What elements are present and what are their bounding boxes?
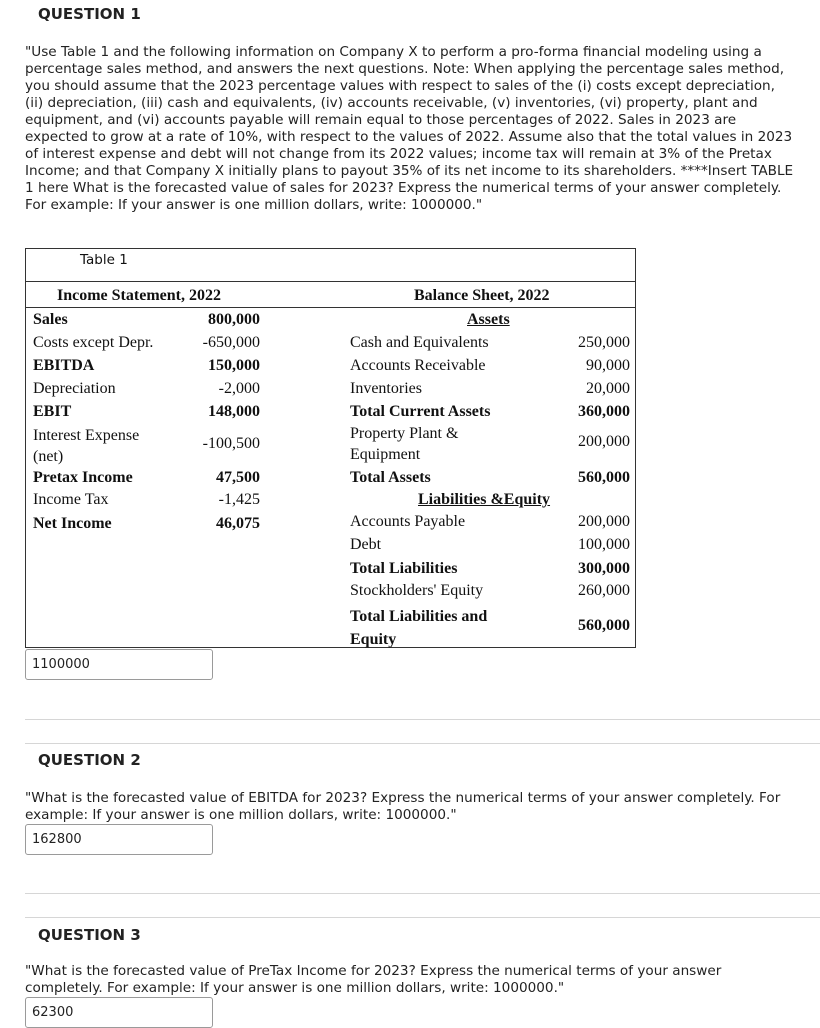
liability-value: 300,000	[578, 560, 630, 577]
question-3-answer-input[interactable]	[25, 997, 213, 1028]
liability-value: 560,000	[578, 617, 630, 634]
asset-label: Accounts Receivable	[350, 357, 486, 374]
divider	[25, 743, 820, 744]
liability-label: Total Liabilities and Equity	[350, 608, 488, 648]
question-1-answer-input[interactable]	[25, 649, 213, 680]
income-label: EBIT	[33, 403, 72, 420]
asset-value: 360,000	[578, 403, 630, 420]
divider	[25, 893, 820, 894]
question-1-text: "Use Table 1 and the following information on Company X to perform a pro-forma financial modeling using a percentage sales method, and answers the next questions. Note: When applying the percentage sales method, you should assume that the 2023 percentage values with respect to sales of the (i) costs except depreciation, (ii) depreciation, (iii) cash and equivalents, (iv) accounts receivable, (v) inventories, (vi) property, plant and equipment, and (vi) accounts payable will remain equal to those percentages of 2022. Sales in 2023 are expected to grow at a rate of 10%, with respect to the values of 2022. Assume also that the total values in 2023 of interest expense and debt will not change from its 2022 values; income tax will remain at 3% of the Pretax Income; and that Company X initially plans to payout 35% of its net income to its shareholders. ****Insert TABLE 1 here What is the forecasted value of sales for 2023? Express the numerical terms of your answer completely. For example: If your answer is one million dollars, write: 1000000."	[25, 44, 794, 213]
asset-value: 90,000	[586, 357, 630, 374]
liability-value: 260,000	[578, 582, 630, 599]
asset-value: 250,000	[578, 334, 630, 351]
liability-label: Total Liabilities	[350, 560, 458, 577]
liabilities-equity-header: Liabilities &Equity	[418, 491, 551, 508]
asset-value: 20,000	[586, 380, 630, 397]
question-2-answer-input[interactable]	[25, 824, 213, 855]
liability-label: Stockholders' Equity	[350, 582, 484, 599]
asset-value: 560,000	[578, 469, 630, 486]
assets-header: Assets	[467, 311, 510, 328]
liability-label: Accounts Payable	[350, 513, 466, 530]
income-label: Interest Expense (net)	[33, 427, 140, 465]
income-label: EBITDA	[33, 357, 95, 374]
question-2-text: "What is the forecasted value of EBITDA for 2023? Express the numerical terms of your answer completely. For example: If your answer is one million dollars, write: 1000000."	[25, 790, 781, 823]
balance-sheet-header: Balance Sheet, 2022	[414, 287, 550, 304]
income-label: Costs except Depr.	[33, 334, 154, 351]
divider	[25, 917, 820, 918]
income-value: 46,075	[216, 515, 260, 532]
asset-label: Cash and Equivalents	[350, 334, 489, 351]
table-caption: Table 1	[80, 252, 128, 268]
asset-value: 200,000	[578, 433, 630, 450]
income-label: Sales	[33, 311, 68, 328]
income-value: -100,500	[202, 435, 260, 452]
liability-label: Debt	[350, 536, 382, 553]
income-value: 800,000	[208, 311, 260, 328]
income-label: Income Tax	[33, 491, 109, 508]
income-statement-header: Income Statement, 2022	[57, 287, 221, 304]
income-value: 150,000	[208, 357, 260, 374]
liability-value: 200,000	[578, 513, 630, 530]
asset-label: Total Assets	[350, 469, 431, 486]
income-value: 148,000	[208, 403, 260, 420]
question-1-title: QUESTION 1	[38, 5, 141, 23]
income-label: Net Income	[33, 515, 112, 532]
asset-label: Total Current Assets	[350, 403, 491, 420]
liability-value: 100,000	[578, 536, 630, 553]
question-3-text: "What is the forecasted value of PreTax Income for 2023? Express the numerical terms of your answer completely. For example: If your answer is one million dollars, write: 1000000."	[25, 963, 722, 996]
income-value: 47,500	[216, 469, 260, 486]
question-3-title: QUESTION 3	[38, 926, 141, 944]
asset-label: Property Plant & Equipment	[350, 425, 459, 463]
income-label: Pretax Income	[33, 469, 133, 486]
income-label: Depreciation	[33, 380, 116, 397]
divider	[25, 719, 820, 720]
income-value: -2,000	[218, 380, 260, 397]
income-value: -650,000	[202, 334, 260, 351]
question-2-title: QUESTION 2	[38, 751, 141, 769]
table-1	[25, 248, 636, 648]
income-value: -1,425	[218, 491, 260, 508]
asset-label: Inventories	[350, 380, 422, 397]
